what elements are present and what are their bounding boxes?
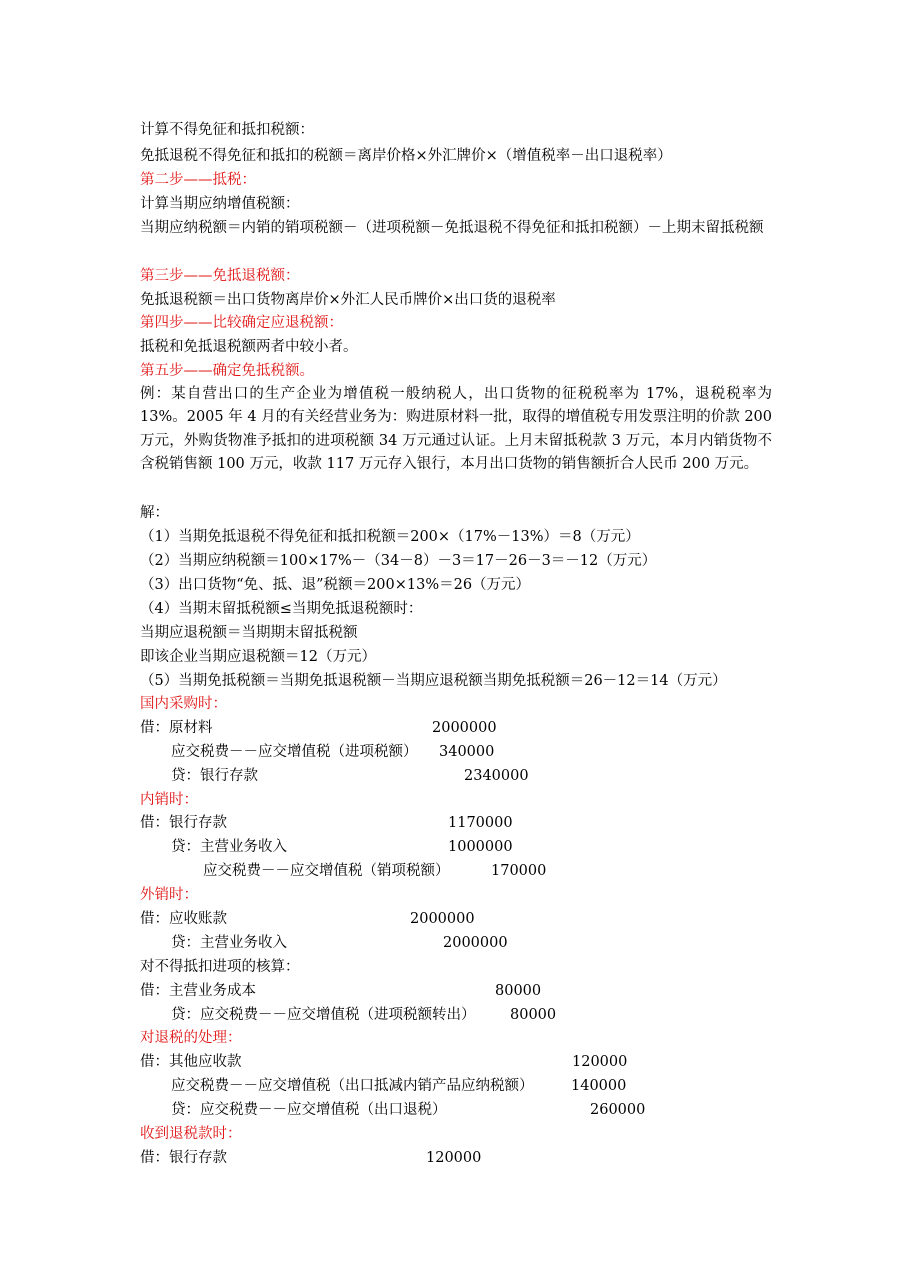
entry-heading: 对不得抵扣进项的核算：	[140, 959, 300, 975]
entry-amount: 80000	[510, 1007, 557, 1023]
entry-amount: 80000	[495, 983, 542, 999]
entry-line: 借：应收账款	[140, 911, 227, 927]
entry-line: 借：其他应收款	[140, 1054, 242, 1070]
entry-heading: 外销时：	[140, 887, 198, 903]
entry-line: 借：银行存款	[140, 1150, 227, 1166]
text-paragraph: 当期应纳税额＝内销的销项税额－（进项税额－免抵退税不得免征和抵扣税额）－上期末留抵税额	[140, 220, 764, 236]
entry-line: 贷：银行存款	[171, 768, 258, 784]
entry-line: 贷：应交税费－－应交增值税（出口退税）	[171, 1102, 447, 1118]
solution-step: （5）当期免抵税额＝当期免抵退税额－当期应退税额当期免抵税额＝26－12＝14（万元）	[140, 673, 727, 689]
solution-step: （3）出口货物“免、抵、退”税额＝200×13%＝26（万元）	[140, 577, 531, 593]
entry-amount: 140000	[571, 1078, 627, 1094]
entry-line: 贷：主营业务收入	[171, 839, 287, 855]
entry-heading: 对退税的处理：	[140, 1030, 242, 1046]
solution-step: （1）当期免抵退税不得免征和抵扣税额＝200×（17%－13%）＝8（万元）	[140, 529, 640, 545]
example-paragraph: 例：某自营出口的生产企业为增值税一般纳税人，出口货物的征税税率为 17%，退税税率为 13%。2005 年 4 月的有关经营业务为：购进原材料一批，取得的增值税专用发票注明的价款 200 万元，外购货物准予抵扣的进项税额 34 万元通过认证。上月末留抵税款 3 万元，本月内销货物不含税销售额 100 万元，收款 117 万元存入银行，本月出口货物的销售额折合人民币 200 万元。	[140, 386, 772, 473]
step-heading: 第三步——免抵退税额：	[140, 268, 300, 284]
solution-step: （4）当期末留抵税额≤当期免抵退税额时：	[140, 601, 423, 617]
text-line: 即该企业当期应退税额＝12（万元）	[140, 649, 376, 665]
entry-line: 借：原材料	[140, 720, 213, 736]
entry-amount: 2340000	[464, 768, 529, 784]
text-line: 免抵退税不得免征和抵扣的税额＝离岸价格×外汇牌价×（增值税率－出口退税率）	[140, 148, 672, 164]
text-line: 当期应退税额＝当期期末留抵税额	[140, 625, 358, 641]
entry-heading: 国内采购时：	[140, 696, 227, 712]
entry-heading: 收到退税款时：	[140, 1126, 242, 1142]
text-line: 计算不得免征和抵扣税额：	[140, 122, 314, 138]
text-line: 抵税和免抵退税额两者中较小者。	[140, 339, 358, 355]
entry-amount: 170000	[491, 863, 547, 879]
entry-line: 应交税费－－应交增值税（销项税额）	[203, 863, 450, 879]
entry-amount: 260000	[590, 1102, 646, 1118]
entry-amount: 1170000	[448, 815, 513, 831]
text-line: 免抵退税额＝出口货物离岸价×外汇人民币牌价×出口货的退税率	[140, 292, 556, 308]
step-heading: 第二步——抵税：	[140, 172, 256, 188]
entry-amount: 2000000	[432, 720, 497, 736]
entry-line: 借：主营业务成本	[140, 983, 256, 999]
step-heading: 第四步——比较确定应退税额：	[140, 315, 343, 331]
solution-step: （2）当期应纳税额＝100×17%－（34－8）－3＝17－26－3＝－12（万元）	[140, 553, 657, 569]
entry-amount: 340000	[439, 744, 495, 760]
entry-amount: 120000	[426, 1150, 482, 1166]
entry-amount: 1000000	[448, 839, 513, 855]
entry-line: 贷：应交税费－－应交增值税（进项税额转出）	[171, 1007, 476, 1023]
entry-amount: 2000000	[443, 935, 508, 951]
entry-amount: 120000	[572, 1054, 628, 1070]
step-heading: 第五步——确定免抵税额。	[140, 363, 314, 379]
entry-line: 贷：主营业务收入	[171, 935, 287, 951]
text-line: 解：	[140, 505, 169, 521]
entry-line: 借：银行存款	[140, 815, 227, 831]
entry-line: 应交税费－－应交增值税（进项税额）	[171, 744, 418, 760]
entry-amount: 2000000	[410, 911, 475, 927]
entry-heading: 内销时：	[140, 792, 198, 808]
text-line: 计算当期应纳增值税额：	[140, 196, 300, 212]
entry-line: 应交税费－－应交增值税（出口抵减内销产品应纳税额）	[171, 1078, 534, 1094]
